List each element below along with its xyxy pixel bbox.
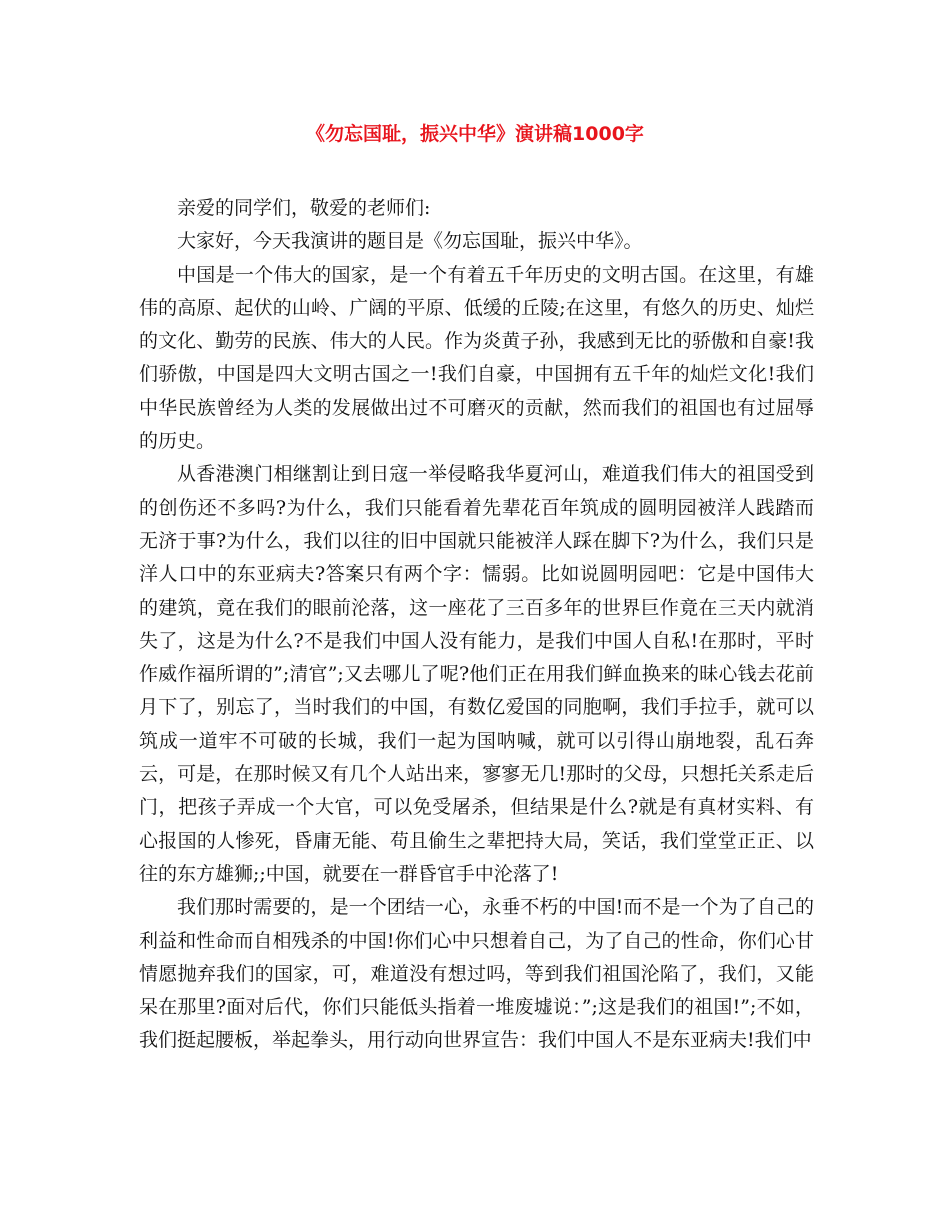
paragraph-unity: 我们那时需要的，是一个团结一心，永垂不朽的中国!而不是一个为了自己的利益和性命而自相残杀的中国!你们心中只想着自己，为了自己的性命，你们心甘情愿抛弃我们的国家，可，难道没有想过吗，等到我们祖国沦陷了，我们，又能呆在那里?面对后代，你们只能低头指着一堆废墟说：”;这是我们的祖国!”;不如，我们挺起腰板，举起拳头，用行动向世界宣告：我们中国人不是东亚病夫!我们中 <box>139 896 814 1052</box>
paragraph-intro: 中国是一个伟大的国家，是一个有着五千年历史的文明古国。在这里，有雄伟的高原、起伏的山岭、广阔的平原、低缓的丘陵;在这里，有悠久的历史、灿烂的文化、勤劳的民族、伟大的人民。作为炎黄子孙，我感到无比的骄傲和自豪!我们骄傲，中国是四大文明古国之一!我们自豪，中国拥有五千年的灿烂文化!我们中华民族曾经为人类的发展做出过不可磨灭的贡献，然而我们的祖国也有过屈辱的历史。 <box>139 263 814 453</box>
speech-body <box>139 192 814 1058</box>
page-title: 《勿忘国耻，振兴中华》演讲稿1000字 <box>306 123 644 145</box>
paragraph-history: 从香港澳门相继割让到日寇一举侵略我华夏河山，难道我们伟大的祖国受到的创伤还不多吗?为什么，我们只能看着先辈花百年筑成的圆明园被洋人践踏而无济于事?为什么，我们以往的旧中国就只能被洋人踩在脚下?为什么，我们只是洋人口中的东亚病夫?答案只有两个字：懦弱。比如说圆明园吧：它是中国伟大的建筑，竟在我们的眼前沦落，这一座花了三百多年的世界巨作竟在三天内就消失了，这是为什么?不是我们中国人没有能力，是我们中国人自私!在那时，平时作威作福所谓的”;清官”;又去哪儿了呢?他们正在用我们鲜血换来的昧心钱去花前月下了，别忘了，当时我们的中国，有数亿爱国的同胞啊，我们手拉手，就可以筑成一道牢不可破的长城，我们一起为国呐喊，就可以引得山崩地裂，乱石奔云，可是，在那时候又有几个人站出来，寥寥无几!那时的父母，只想托关系走后门，把孩子弄成一个大官，可以免受屠杀，但结果是什么?就是有真材实料、有心报国的人惨死，昏庸无能、苟且偷生之辈把持大局，笑话，我们堂堂正正、以往的东方雄狮;;中国，就要在一群昏官手中沦落了! <box>139 463 814 885</box>
paragraph-salutation: 亲爱的同学们，敬爱的老师们: <box>177 197 431 219</box>
paragraph-greeting: 大家好，今天我演讲的题目是《勿忘国耻，振兴中华》。 <box>177 230 643 253</box>
